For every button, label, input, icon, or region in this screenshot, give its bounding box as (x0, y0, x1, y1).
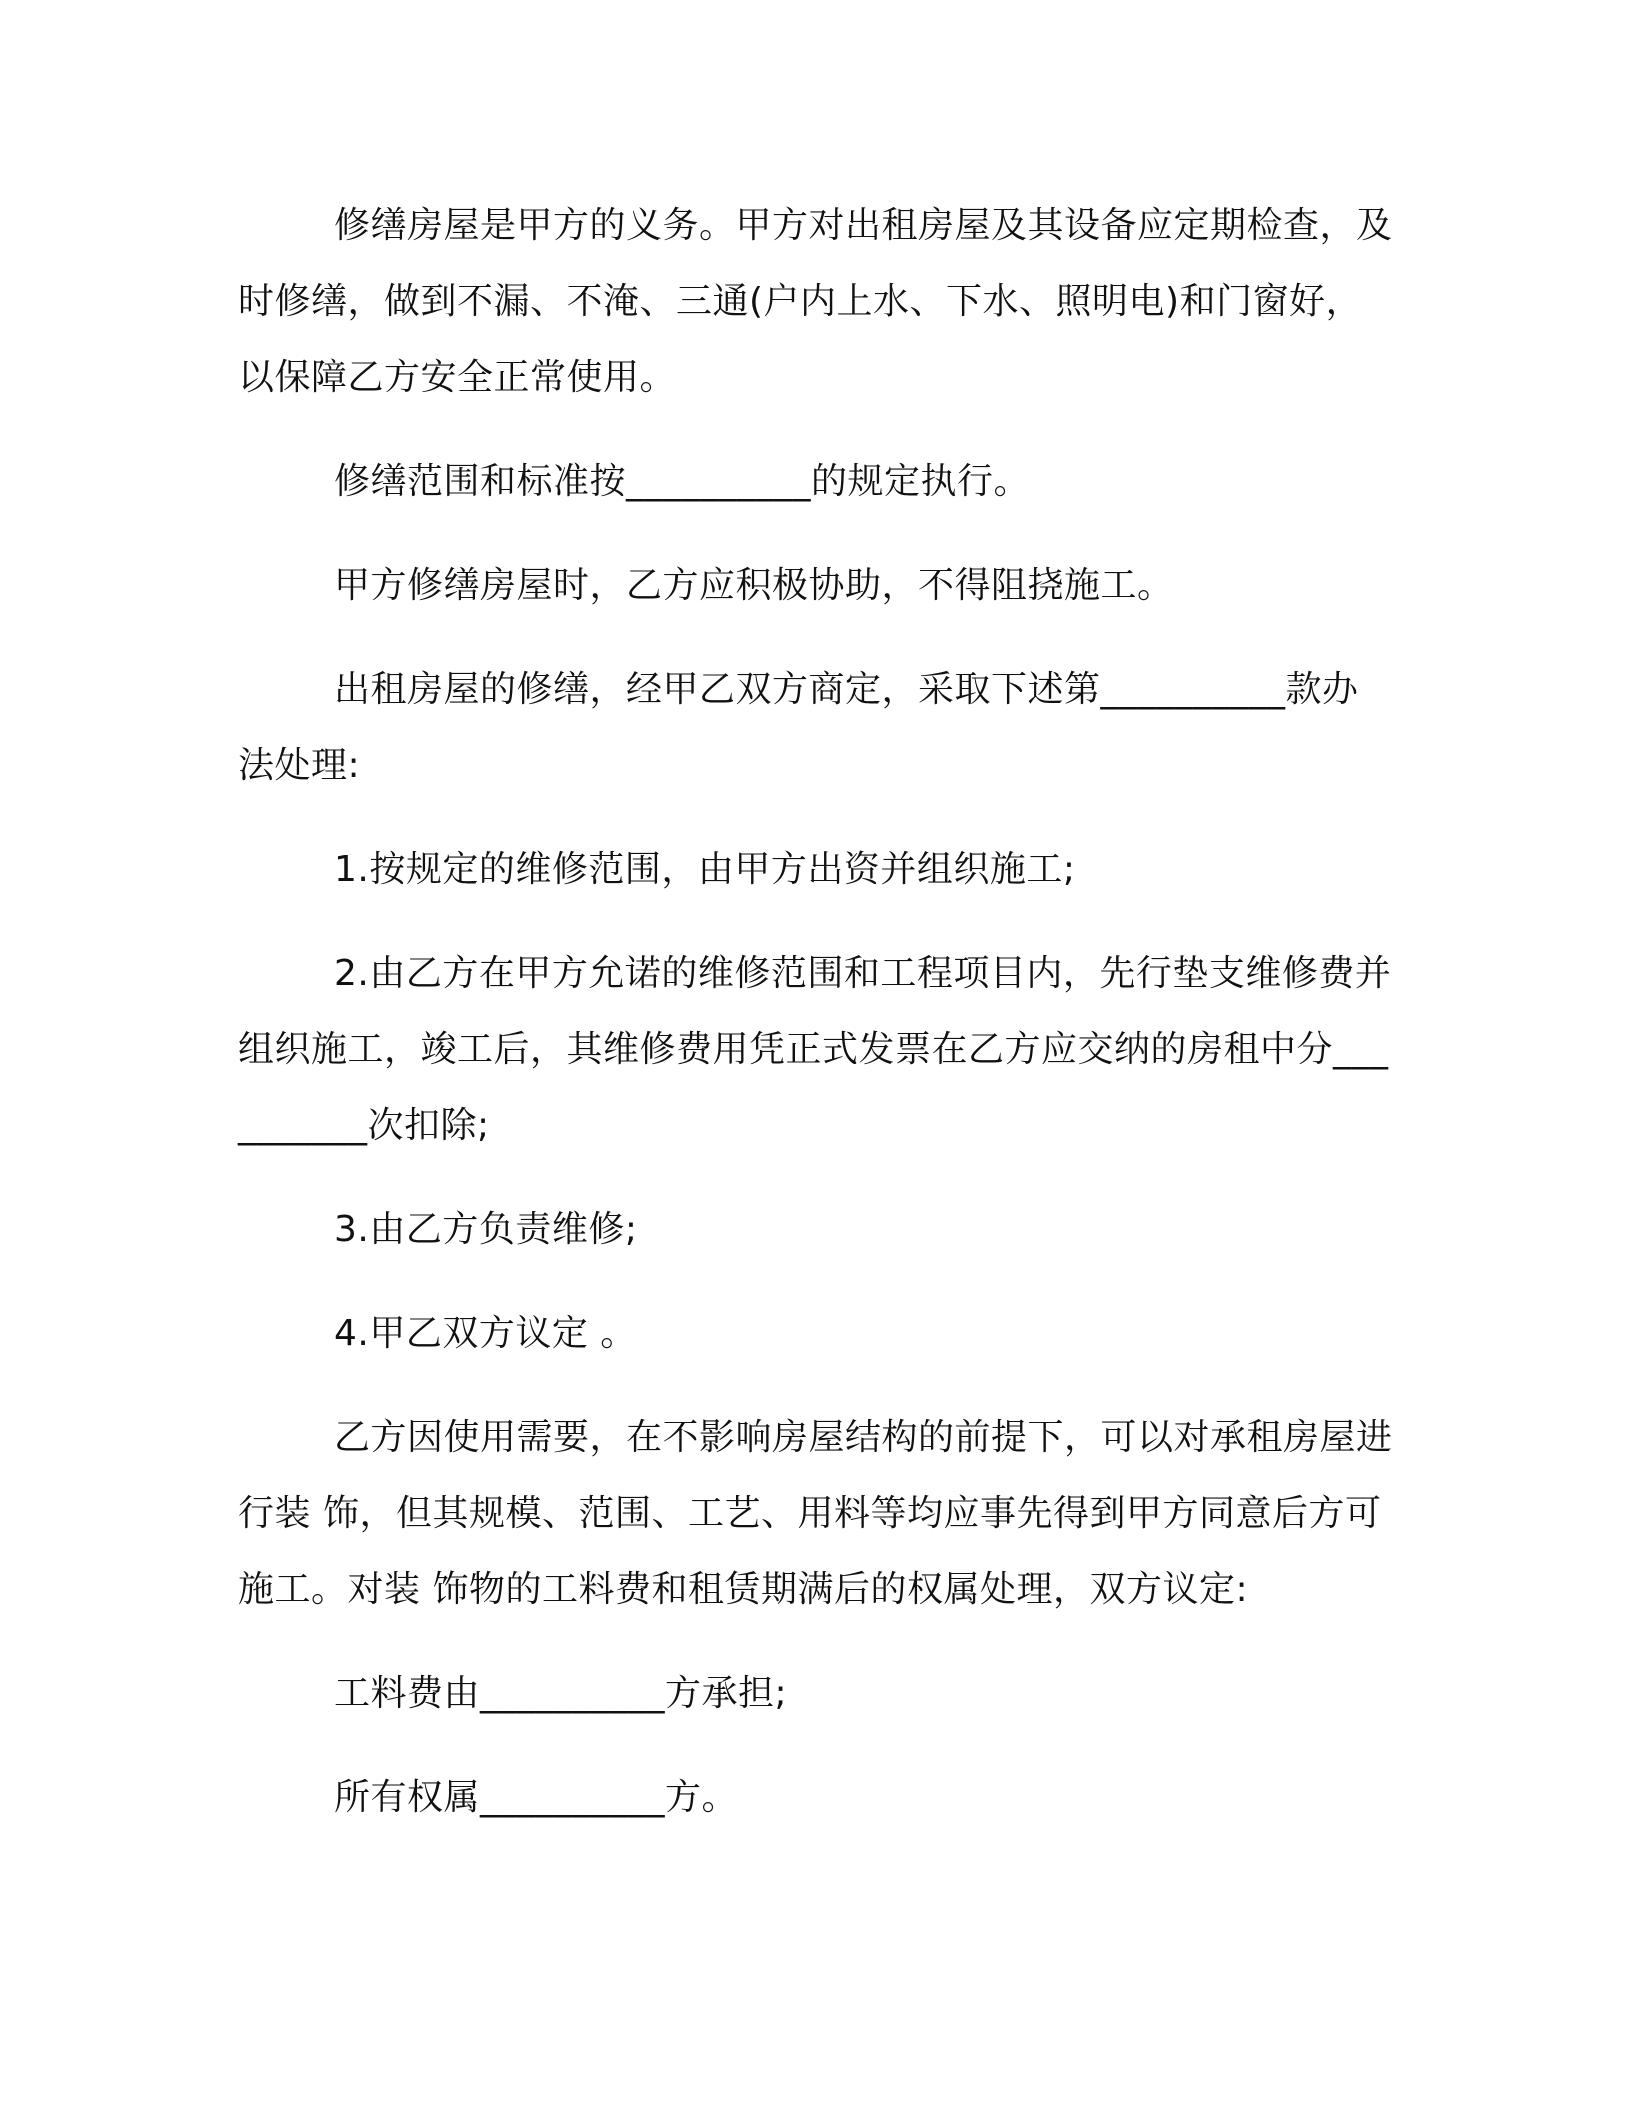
paragraph-material-cost: 工料费由__________方承担; (334, 1673, 788, 1714)
paragraph-repair-method: 出租房屋的修缮，经甲乙双方商定，采取下述第__________款办法处理: (238, 669, 1359, 786)
paragraph-cooperation: 甲方修缮房屋时，乙方应积极协助，不得阻挠施工。 (334, 565, 1174, 606)
list-item-option-3: 3.由乙方负责维修; (334, 1209, 638, 1250)
paragraph-repair-obligation: 修缮房屋是甲方的义务。甲方对出租房屋及其设备应定期检查，及时修缮，做到不漏、不淹、三通(户内上水、下水、照明电)和门窗好，以保障乙方安全正常使用。 (238, 205, 1393, 398)
paragraph-decoration: 乙方因使用需要，在不影响房屋结构的前提下，可以对承租房屋进行装 饰，但其规模、范围、工艺、用料等均应事先得到甲方同意后方可施工。对装 饰物的工料费和租赁期满后的权属处理，双方议定: (238, 1417, 1393, 1610)
paragraph-ownership: 所有权属__________方。 (334, 1777, 739, 1818)
list-item-option-2: 2.由乙方在甲方允诺的维修范围和工程项目内，先行垫支维修费并组织施工，竣工后，其维修费用凭正式发票在乙方应交纳的房租中分__________次扣除; (238, 953, 1392, 1146)
list-item-option-4: 4.甲乙双方议定 。 (334, 1313, 637, 1354)
list-item-option-1: 1.按规定的维修范围，由甲方出资并组织施工; (334, 849, 1076, 890)
document-body (238, 188, 1394, 1864)
paragraph-repair-standard: 修缮范围和标准按__________的规定执行。 (334, 461, 1031, 502)
